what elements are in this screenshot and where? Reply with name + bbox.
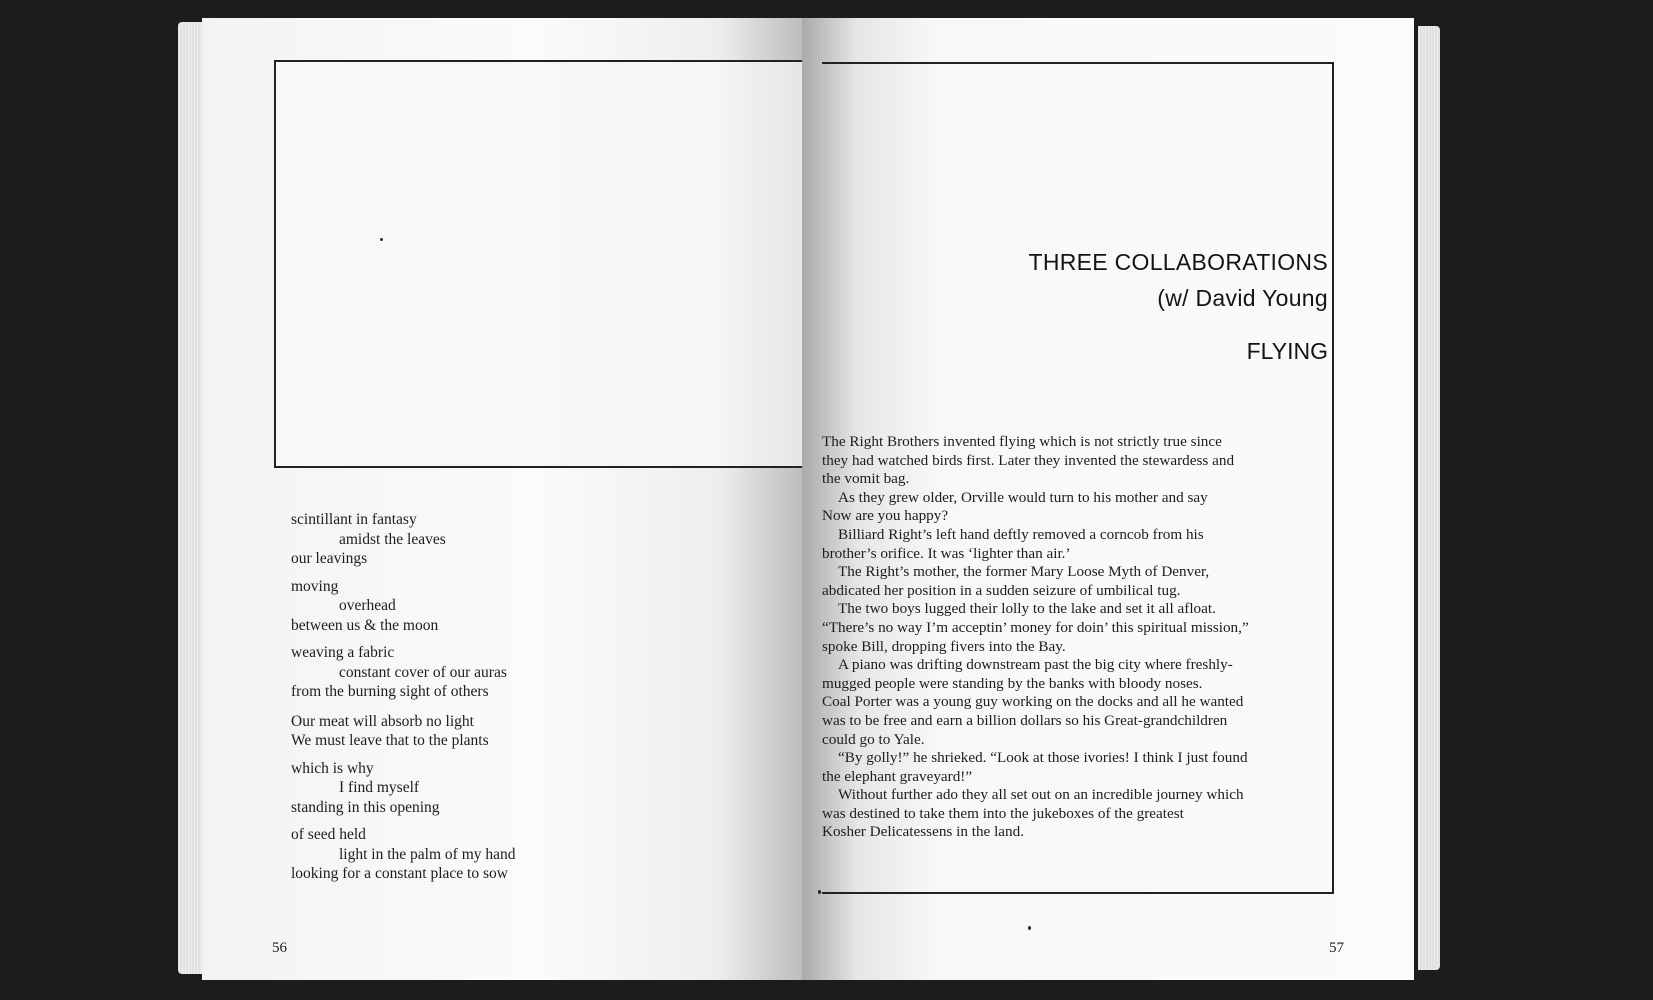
chapter-subtitle-line: (w/ David Young xyxy=(1157,285,1328,311)
prose-line: Now are you happy? xyxy=(822,507,949,525)
poem-line: scintillant in fantasy xyxy=(291,511,417,528)
poem-stanza xyxy=(291,712,671,751)
page-number-right: 57 xyxy=(1329,940,1344,956)
poem-line: light in the palm of my hand xyxy=(339,845,516,863)
prose-line: Coal Porter was a young guy working on the docks and all he wanted xyxy=(822,693,1244,711)
poem-line: our leavings xyxy=(291,550,368,567)
prose-line: the elephant graveyard!” xyxy=(822,767,973,785)
page-number-left: 56 xyxy=(272,940,287,956)
prose-line: was destined to take them into the jukeboxes of the greatest xyxy=(822,804,1184,822)
prose-line: the vomit bag. xyxy=(822,470,910,488)
poem-stanza xyxy=(291,643,671,702)
prose-line: “By golly!” he shrieked. “Look at those ivories! I think I just found xyxy=(838,749,1248,767)
poem-line: overhead xyxy=(339,597,396,614)
poem-line: standing in this opening xyxy=(291,798,440,816)
ink-speck xyxy=(818,890,821,894)
poem-line: weaving a fabric xyxy=(291,644,395,661)
prose-line: The Right’s mother, the former Mary Loose Myth of Denver, xyxy=(838,563,1210,581)
prose-line: mugged people were standing by the banks with bloody noses. xyxy=(822,674,1203,692)
poem-line: which is why xyxy=(291,759,374,777)
poem-line: between us & the moon xyxy=(291,616,439,634)
prose-line: Kosher Delicatessens in the land. xyxy=(822,823,1025,841)
prose-line: As they grew older, Orville would turn to his mother and say xyxy=(838,488,1208,506)
prose-line: was to be free and earn a billion dollars so his Great-grandchildren xyxy=(822,711,1228,729)
poem xyxy=(291,510,671,892)
speck xyxy=(380,238,383,241)
prose-line: A piano was drifting downstream past the big city where freshly- xyxy=(838,656,1233,674)
blank-illustration-frame xyxy=(274,60,802,468)
prose-line: spoke Bill, dropping fivers into the Bay. xyxy=(822,637,1066,655)
left-page xyxy=(202,18,802,980)
prose-line: The Right Brothers invented flying which is not strictly true since xyxy=(822,433,1222,450)
poem-line: moving xyxy=(291,577,339,595)
poem-line: constant cover of our auras xyxy=(339,663,507,681)
poem-line: amidst the leaves xyxy=(339,530,446,548)
prose-body xyxy=(822,433,1282,842)
section-title: FLYING xyxy=(1246,338,1328,364)
prose-line: Billiard Right’s left hand deftly removed a corncob from his xyxy=(838,525,1204,543)
open-book xyxy=(178,18,1440,980)
prose-line: brother’s orifice. It was ‘lighter than air.’ xyxy=(822,544,1071,562)
chapter-title xyxy=(1028,244,1328,316)
poem-line: I find myself xyxy=(339,779,420,796)
poem-line: of seed held xyxy=(291,826,366,843)
prose-line: The two boys lugged their lolly to the lake and set it all afloat. xyxy=(838,600,1216,618)
prose-line: could go to Yale. xyxy=(822,730,925,748)
ink-speck xyxy=(1028,926,1031,930)
prose-line: they had watched birds first. Later they invented the stewardess and xyxy=(822,451,1235,469)
poem-stanza xyxy=(291,577,671,636)
poem-stanza xyxy=(291,510,671,569)
poem-stanza xyxy=(291,759,671,818)
poem-line: looking for a constant place to sow xyxy=(291,865,508,882)
prose-line: Without further ado they all set out on an incredible journey which xyxy=(838,786,1244,804)
poem-line: We must leave that to the plants xyxy=(291,732,489,749)
poem-line: Our meat will absorb no light xyxy=(291,712,474,730)
page-edges-right xyxy=(1418,26,1440,970)
right-page xyxy=(802,18,1414,980)
chapter-title-line: THREE COLLABORATIONS xyxy=(1028,249,1328,275)
poem-line: from the burning sight of others xyxy=(291,683,489,700)
poem-stanza xyxy=(291,825,671,884)
prose-line: “There’s no way I’m acceptin’ money for doin’ this spiritual mission,” xyxy=(822,618,1249,636)
prose-line: abdicated her position in a sudden seizure of umbilical tug. xyxy=(822,581,1181,599)
